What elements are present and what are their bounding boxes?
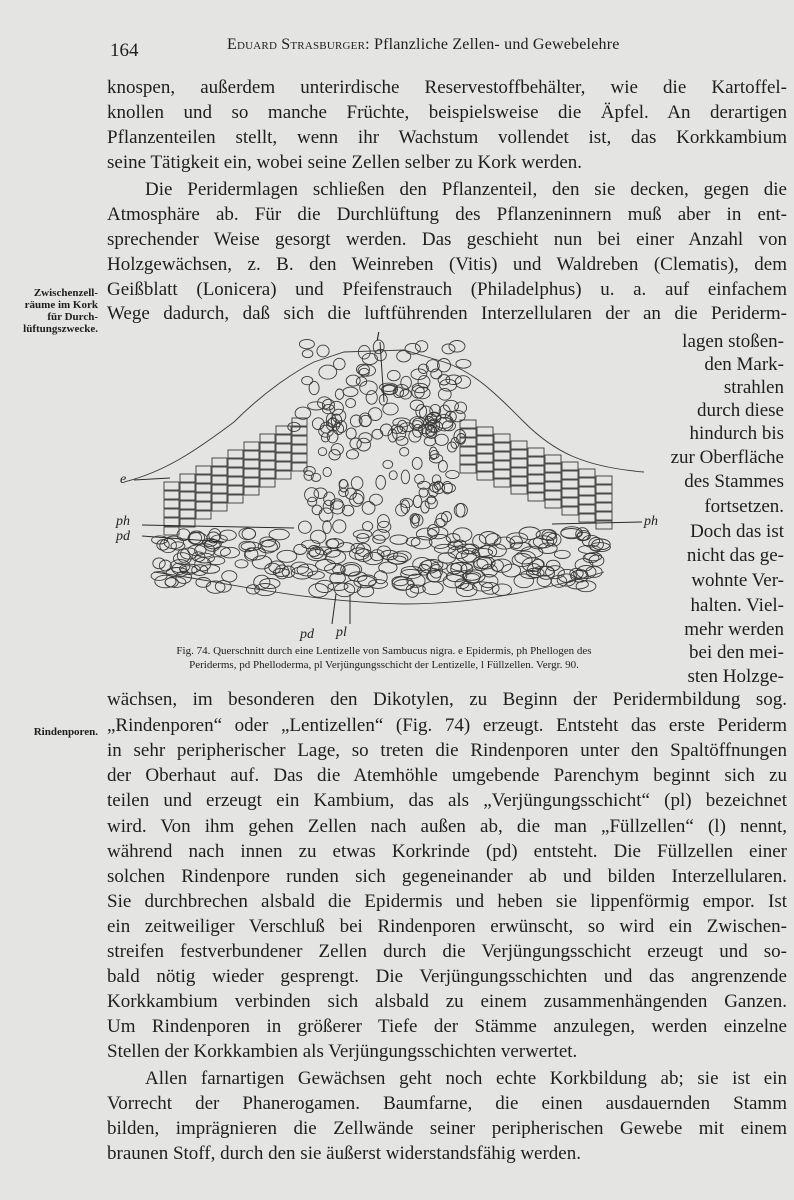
text-line: „Rindenporen“ oder „Lentizellen“ (Fig. 74) erzeugt. Entsteht das erste Periderm (107, 715, 787, 736)
text-line: der Oberhaut auf. Das die Atemhöhle umgebende Parenchym beginnt sich zu (107, 765, 787, 786)
running-head-author: Eduard Strasburger (227, 36, 366, 53)
text-line: braunen Stoff, durch den sie äußerst widerstandsfähig werden. (107, 1143, 581, 1164)
side-text-line: hindurch bis (689, 423, 784, 444)
text-line: ein zeitweiliger Verschluß bei Rindenporen erwünscht, so wird ein Zwischen- (107, 916, 787, 937)
text-line: Um Rindenporen in größerer Tiefe der Stämme anzulegen, werden einzelne (107, 1016, 787, 1037)
text-line: streifen festverbundener Zellen durch die Verjüngungsschicht erzeugt und so- (107, 941, 787, 962)
label-pd-bottom: pd (300, 627, 314, 642)
figure-lenticel (104, 332, 660, 644)
page-header (110, 36, 774, 64)
label-l-top: l (376, 332, 380, 344)
side-text-line: zur Oberfläche (670, 447, 784, 468)
text-line: Wege dadurch, daß sich die luftführenden Interzellularen der an die Periderm- (107, 303, 787, 324)
label-pl-bottom: pl (336, 625, 347, 640)
text-line: knospen, außerdem unterirdische Reservestoffbehälter, wie die Kartoffel- (107, 77, 787, 98)
text-line: wird. Von ihm gehen Zellen nach außen ab, die man „Füllzellen“ (l) nennt, (107, 816, 787, 837)
caption-line-1: Fig. 74. Querschnitt durch eine Lentizelle von Sambucus nigra. e Epidermis, ph Phellogen des (176, 645, 592, 657)
text-line: Stellen der Korkkambien als Verjüngungsschichten verwertet. (107, 1041, 578, 1062)
text-line: wächsen, im besonderen den Dikotylen, zu Beginn der Peridermbildung sog. (107, 689, 787, 710)
text-line: Korkkambium verbinden sich alsbald zu einem zusammenhängenden Ganzen. (107, 991, 787, 1012)
text-line: teilen und erzeugt ein Kambium, das als „Verjüngungsschicht“ (pl) bezeichnet (107, 790, 787, 811)
text-line: solchen Rindenpore runden sich gegeneinander ab und bilden Interzellularen. (107, 866, 787, 887)
side-text-line: halten. Viel- (690, 595, 784, 616)
side-text-line: wohnte Ver- (691, 570, 784, 591)
label-leader-ph-left (142, 525, 294, 528)
side-text-line: durch diese (696, 400, 784, 421)
text-line: während nach innen zu etwas Korkrinde (pd) entsteht. Die Füllzellen einer (107, 841, 787, 862)
running-head-title: : Pflanzliche Zellen- und Gewebelehre (365, 36, 620, 53)
label-ph-right: ph (644, 514, 658, 529)
side-text-line: strahlen (723, 377, 784, 398)
text-line: knollen und so manche Früchte, beispielsweise die Äpfel. An derartigen (107, 102, 787, 123)
side-text-line: den Mark- (704, 354, 784, 375)
text-line: Pflanzenteilen stellt, wenn ihr Wachstum vollendet ist, das Korkkambium (107, 127, 787, 148)
label-leader-ph-right (552, 522, 642, 524)
text-line: Allen farnartigen Gewächsen geht noch echte Korkbildung ab; sie ist ein (145, 1068, 787, 1089)
text-line: Holzgewächsen, z. B. den Weinreben (Vitis) und Waldreben (Clematis), dem (107, 254, 787, 275)
text-line: seine Tätigkeit ein, wobei seine Zellen selber zu Kork werden. (107, 152, 583, 173)
side-text-line: des Stammes (684, 471, 784, 492)
text-line: in sehr peripherischer Lage, so treten die Rindenporen unter den Spaltöffnungen (107, 740, 787, 761)
figure-caption (104, 644, 664, 672)
caption-line-2: Periderms, pd Phelloderma, pl Verjüngungsschicht der Lentizelle, l Füllzellen. Vergr. 90. (189, 659, 579, 671)
label-ph-left: ph (116, 514, 130, 529)
margin-note-rindenporen: Rindenporen. (33, 726, 98, 738)
text-line: Atmosphäre ab. Für die Durchlüftung des Pflanzeninnern muß aber in ent- (107, 204, 787, 225)
margin-note-interzellular: Zwischenzell- räume im Kork für Durch- lüftungszwecke. (23, 287, 98, 335)
label-e: e (120, 472, 127, 487)
text-line: sprechender Weise gesorgt werden. Das geschieht nun bei einer Anzahl von (107, 229, 787, 250)
side-text-line: Doch das ist (690, 521, 784, 542)
side-text-line: mehr werden (684, 619, 784, 640)
text-line: Geißblatt (Lonicera) und Pfeifenstrauch (Philadelphus) u. a. auf einfachem (107, 279, 787, 300)
text-line: Sie durchbrechen alsbald die Epidermis und heben sie lippenförmig empor. Ist (107, 891, 787, 912)
text-line: bald nötig wieder gesprengt. Die Verjüngungsschichten und das angrenzende (107, 966, 787, 987)
side-text-line: fortsetzen. (704, 496, 784, 517)
label-leader-e (134, 478, 170, 480)
side-text-line: sten Holzge- (687, 666, 784, 687)
text-line: Die Peridermlagen schließen den Pflanzenteil, den sie decken, gegen die (145, 179, 787, 200)
side-text-line: bei den mei- (689, 642, 784, 663)
page-number: 164 (110, 40, 139, 61)
label-pd-left: pd (116, 529, 130, 544)
side-text-line: lagen stoßen- (682, 331, 784, 352)
label-leader-pd-bottom (332, 594, 336, 624)
text-line: bilden, imprägnieren die Zellwände seiner peripherischen Gewebe mit einem (107, 1118, 787, 1139)
running-head (227, 36, 620, 54)
lenticel-drawing (104, 332, 660, 644)
side-text-line: nicht das ge- (686, 545, 784, 566)
text-line: Vorrecht der Phanerogamen. Baumfarne, die einen ausdauernden Stamm (107, 1093, 787, 1114)
